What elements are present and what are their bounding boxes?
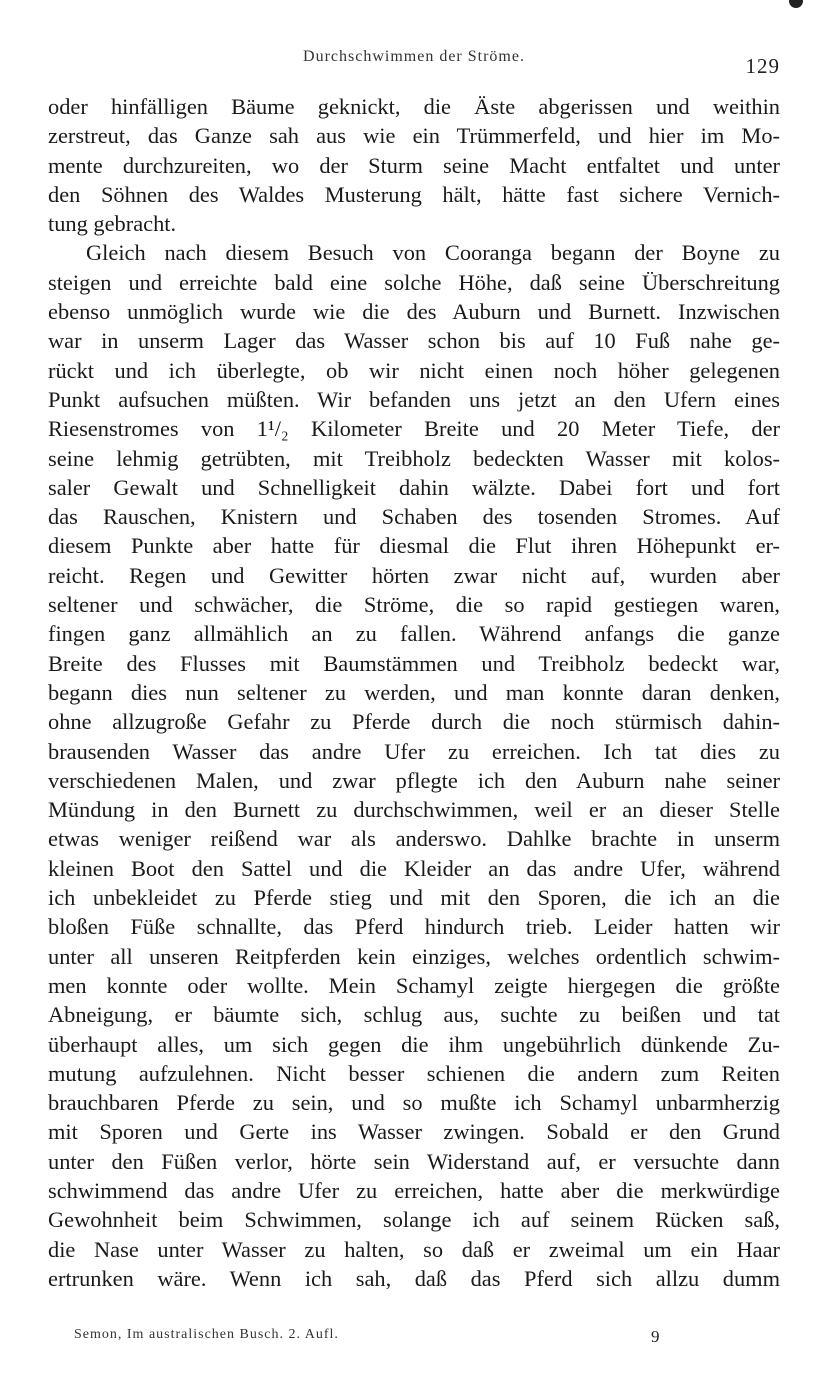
text-line: Gewohnheit beim Schwimmen, solange ich auf seinem Rücken saß,: [48, 1207, 780, 1233]
text-line: unter den Füßen verlor, hörte sein Widerstand auf, er versuchte dann: [48, 1148, 780, 1174]
text-line: men konnte oder wollte. Mein Schamyl zeigte hiergegen die größte: [48, 972, 780, 998]
text-line: tung gebracht.: [48, 211, 177, 237]
text-line: begann dies nun seltener zu werden, und man konnte daran denken,: [48, 679, 780, 705]
text-line: reicht. Regen und Gewitter hörten zwar nicht auf, wurden aber: [48, 562, 780, 588]
text-line: steigen und erreichte bald eine solche Höhe, daß seine Überschreitung: [48, 269, 780, 295]
text-line: ich unbekleidet zu Pferde stieg und mit den Sporen, die ich an die: [48, 885, 780, 911]
signature-mark: 9: [651, 1327, 660, 1346]
text-line: verschiedenen Malen, und zwar pflegte ich den Auburn nahe seiner: [48, 767, 780, 793]
text-line: ohne allzugroße Gefahr zu Pferde durch die noch stürmisch dahin-: [48, 709, 780, 735]
text-line: mutung aufzulehnen. Nicht besser schienen die andern zum Reiten: [48, 1060, 780, 1086]
page-number: 129: [745, 54, 780, 78]
printer-signature: Semon, Im australischen Busch. 2. Aufl.: [74, 1327, 339, 1342]
body-text: [48, 92, 780, 1293]
text-line: unter all unseren Reitpferden kein einziges, welches ordentlich schwim-: [48, 943, 780, 969]
page-footer: [48, 1327, 780, 1351]
text-line: Mündung in den Burnett zu durchschwimmen, weil er an dieser Stelle: [48, 797, 780, 823]
text-line: den Söhnen des Waldes Musterung hält, hätte fast sichere Vernich-: [48, 181, 780, 207]
text-line: brausenden Wasser das andre Ufer zu erreichen. Ich tat dies zu: [48, 738, 780, 764]
text-line: die Nase unter Wasser zu halten, so daß er zweimal um ein Haar: [48, 1236, 780, 1262]
text-line: kleinen Boot den Sattel und die Kleider an das andre Ufer, während: [48, 855, 780, 881]
text-line: saler Gewalt und Schnelligkeit dahin wälzte. Dabei fort und fort: [48, 474, 780, 500]
text-line: rückt und ich überlegte, ob wir nicht einen noch höher gelegenen: [48, 357, 780, 383]
text-line: Riesenstromes von 1¹/₂ Kilometer Breite und 20 Meter Tiefe, der: [48, 416, 780, 442]
text-line: etwas weniger reißend war als anderswo. Dahlke brachte in unserm: [48, 826, 780, 852]
paragraph: [48, 92, 780, 238]
text-line: oder hinfälligen Bäume geknickt, die Äste abgerissen und weithin: [48, 94, 780, 119]
text-line: schwimmend das andre Ufer zu erreichen, hatte aber die merkwürdige: [48, 1177, 780, 1203]
text-line: ebenso unmöglich wurde wie die des Auburn und Burnett. Inzwischen: [48, 299, 780, 325]
text-line: zerstreut, das Ganze sah aus wie ein Trümmerfeld, und hier im Mo-: [48, 123, 780, 149]
text-line: war in unserm Lager das Wasser schon bis auf 10 Fuß nahe ge-: [48, 328, 780, 354]
running-head: [48, 48, 780, 78]
text-line: fingen ganz allmählich an zu fallen. Während anfangs die ganze: [48, 621, 780, 647]
text-line: Punkt aufsuchen müßten. Wir befanden uns jetzt an den Ufern eines: [48, 386, 780, 412]
paragraph: [48, 238, 780, 1293]
text-line: Breite des Flusses mit Baumstämmen und Treibholz bedeckt war,: [48, 650, 780, 676]
scan-corner-mark: [789, 0, 803, 8]
text-line: brauchbaren Pferde zu sein, und so mußte ich Schamyl unbarmherzig: [48, 1090, 780, 1116]
running-title: Durchschwimmen der Ströme.: [303, 48, 525, 65]
text-line: das Rauschen, Knistern und Schaben des tosenden Stromes. Auf: [48, 504, 780, 530]
text-line: diesem Punkte aber hatte für diesmal die Flut ihren Höhepunkt er-: [48, 533, 780, 559]
text-line: Abneigung, er bäumte sich, schlug aus, suchte zu beißen und tat: [48, 1002, 780, 1028]
text-line: ertrunken wäre. Wenn ich sah, daß das Pferd sich allzu dumm: [48, 1265, 780, 1291]
text-line: seltener und schwächer, die Ströme, die so rapid gestiegen waren,: [48, 592, 780, 618]
text-line: mit Sporen und Gerte ins Wasser zwingen. Sobald er den Grund: [48, 1119, 780, 1145]
text-line: seine lehmig getrübten, mit Treibholz bedeckten Wasser mit kolos-: [48, 445, 780, 471]
text-line: Gleich nach diesem Besuch von Cooranga begann der Boyne zu: [86, 240, 780, 266]
text-line: überhaupt alles, um sich gegen die ihm ungebührlich dünkende Zu-: [48, 1031, 780, 1057]
text-line: bloßen Füße schnallte, das Pferd hindurch trieb. Leider hatten wir: [48, 914, 780, 940]
text-line: mente durchzureiten, wo der Sturm seine Macht entfaltet und unter: [48, 152, 780, 178]
